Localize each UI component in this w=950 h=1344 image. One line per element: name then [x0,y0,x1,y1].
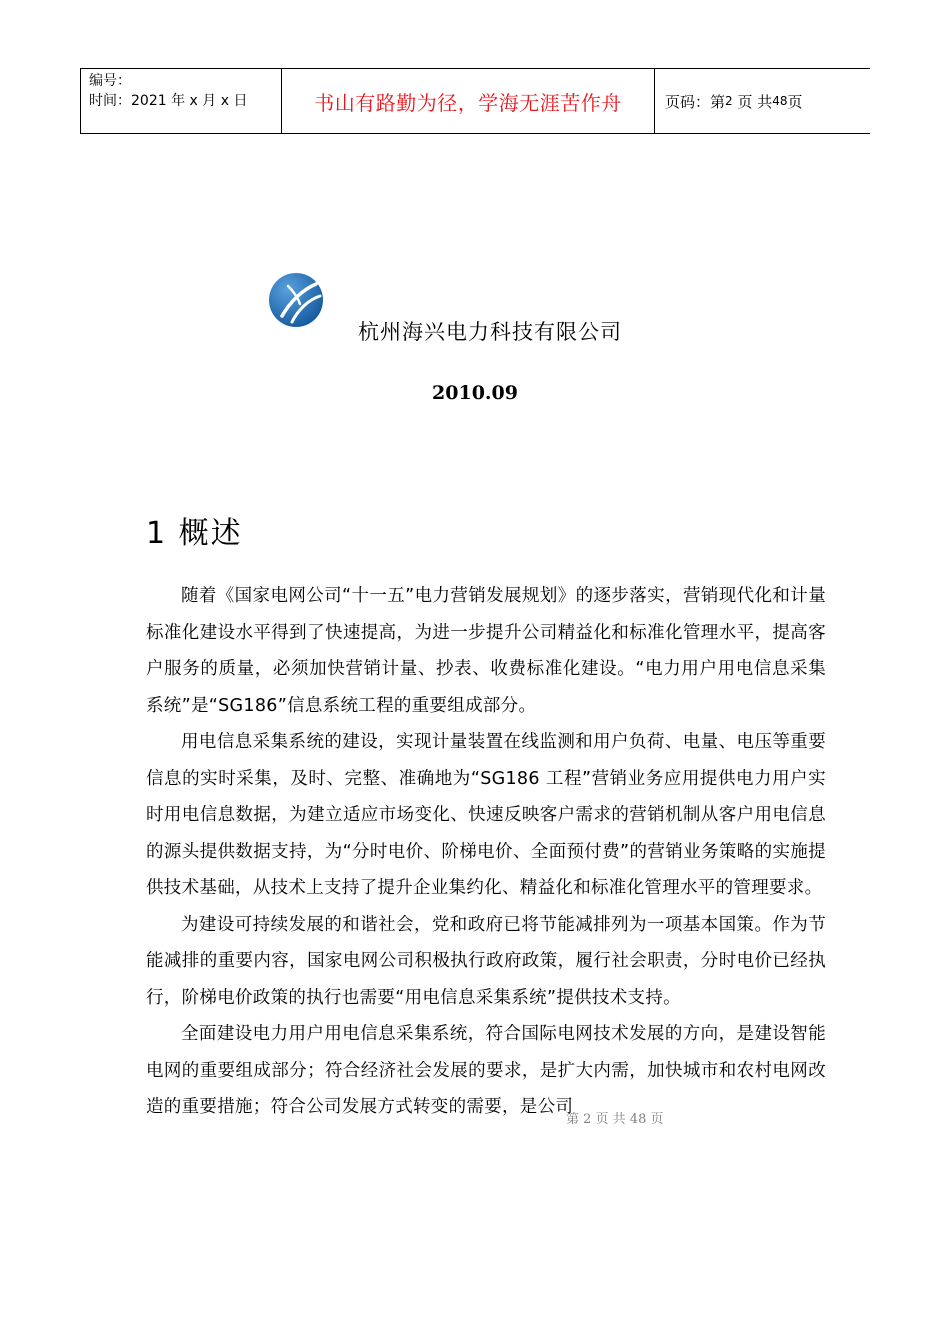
header-meta-cell [81,69,282,133]
paragraph: 随着《国家电网公司“十一五”电力营销发展规划》的逐步落实，营销现代化和计量标准化建设水平得到了快速提高，为进一步提升公司精益化和标准化管理水平，提高客户服务的质量，必须加快营销计量、抄表、收费标准化建设。“电力用户用电信息采集系统”是“SG186”信息系统工程的重要组成部分。 [146,586,826,716]
document-date: 2010.09 [432,382,518,404]
body-text [146,578,826,1126]
page-mid: 页 共 [737,92,773,111]
document-time-label: 时间：2021 年 x 月 x 日 [89,93,248,109]
globe-logo-icon [268,272,324,328]
header-motto: 书山有路勤为径，学海无涯苦作舟 [314,90,622,115]
section-title: 1 概述 [146,516,243,551]
page-footer: 第 2 页 共 48 页 [566,1112,664,1127]
page-prefix: 页码：第 [665,92,726,111]
company-name: 杭州海兴电力科技有限公司 [358,320,622,344]
document-header [80,68,870,134]
paragraph: 全面建设电力用户用电信息采集系统，符合国际电网技术发展的方向，是建设智能电网的重要组成部分；符合经济社会发展的要求，是扩大内需，加快城市和农村电网改造的重要措施；符合公司发展方式转变的需要，是公司 [146,1024,826,1117]
header-page-cell [655,69,871,133]
page-total: 48 [772,94,788,108]
page-current: 2 [725,94,733,108]
paragraph: 为建设可持续发展的和谐社会，党和政府已将节能减排列为一项基本国策。作为节能减排的重要内容，国家电网公司积极执行政府政策，履行社会职责，分时电价已经执行，阶梯电价政策的执行也需要“用电信息采集系统”提供技术支持。 [146,914,826,1008]
page-suffix: 页 [787,92,803,111]
document-number-label: 编号： [89,73,131,89]
paragraph: 用电信息采集系统的建设，实现计量装置在线监测和用户负荷、电量、电压等重要信息的实时采集，及时、完整、准确地为“SG186 工程”营销业务应用提供电力用户实时用电信息数据，为建立适应市场变化、快速反映客户需求的营销机制从客户用电信息的源头提供数据支持，为“分时电价、阶梯电价、全面预付费”的营销业务策略的实施提供技术基础，从技术上支持了提升企业集约化、精益化和标准化管理水平的管理要求。 [146,732,826,898]
header-motto-cell [282,69,655,133]
